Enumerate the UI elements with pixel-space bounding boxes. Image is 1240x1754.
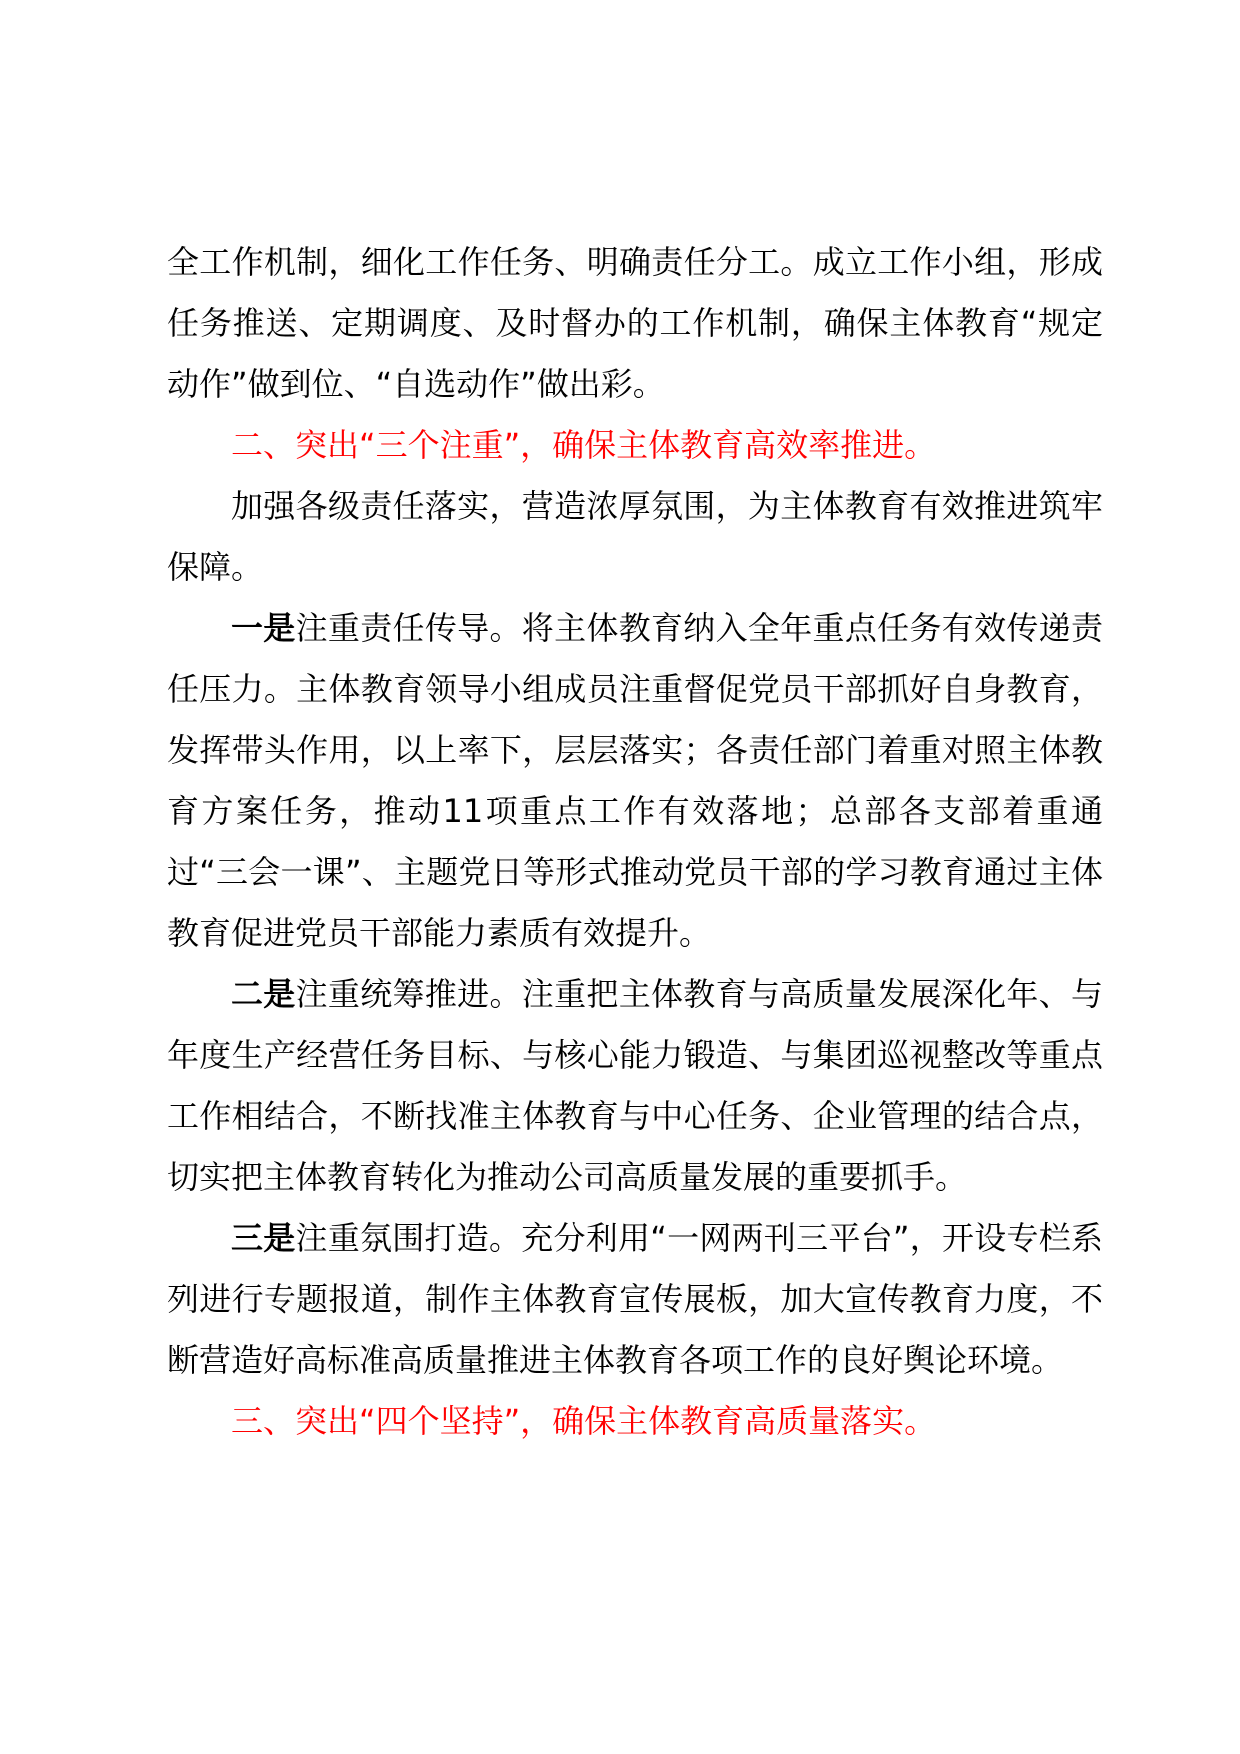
paragraph-responsibility [167, 598, 1103, 964]
paragraph-coordination [167, 964, 1103, 1208]
paragraph-work-mechanism: 全工作机制，细化工作任务、明确责任分工。成立工作小组，形成任务推送、定期调度、及时督办的工作机制，确保主体教育“规定动作”做到位、“自选动作”做出彩。 [167, 243, 1103, 403]
paragraph-lead-first: 一是 [231, 609, 296, 647]
paragraph-atmosphere [167, 1208, 1103, 1391]
paragraph-text-coordination: 注重统筹推进。注重把主体教育与高质量发展深化年、与年度生产经营任务目标、与核心能力锻造、与集团巡视整改等重点工作相结合，不断找准主体教育与中心任务、企业管理的结合点，切实把主体教育转化为推动公司高质量发展的重要抓手。 [167, 975, 1103, 1196]
section-heading-three: 三、突出“四个坚持”，确保主体教育高质量落实。 [231, 1402, 937, 1440]
paragraph-text-responsibility: 注重责任传导。将主体教育纳入全年重点任务有效传递责任压力。主体教育领导小组成员注重督促党员干部抓好自身教育，发挥带头作用，以上率下，层层落实；各责任部门着重对照主体教育方案任务，推动11项重点工作有效落地；总部各支部着重通过“三会一课”、主题党日等形式推动党员干部的学习教育通过主体教育促进党员干部能力素质有效提升。 [167, 609, 1103, 952]
paragraph-lead-third: 三是 [231, 1219, 296, 1257]
document-body [167, 232, 1103, 1452]
paragraph-intro: 加强各级责任落实，营造浓厚氛围，为主体教育有效推进筑牢保障。 [167, 487, 1103, 586]
paragraph-lead-second: 二是 [231, 975, 296, 1013]
paragraph-text-atmosphere: 注重氛围打造。充分利用“一网两刊三平台”，开设专栏系列进行专题报道，制作主体教育宣传展板，加大宣传教育力度，不断营造好高标准高质量推进主体教育各项工作的良好舆论环境。 [167, 1219, 1103, 1379]
section-heading-two: 二、突出“三个注重”，确保主体教育高效率推进。 [231, 426, 937, 464]
